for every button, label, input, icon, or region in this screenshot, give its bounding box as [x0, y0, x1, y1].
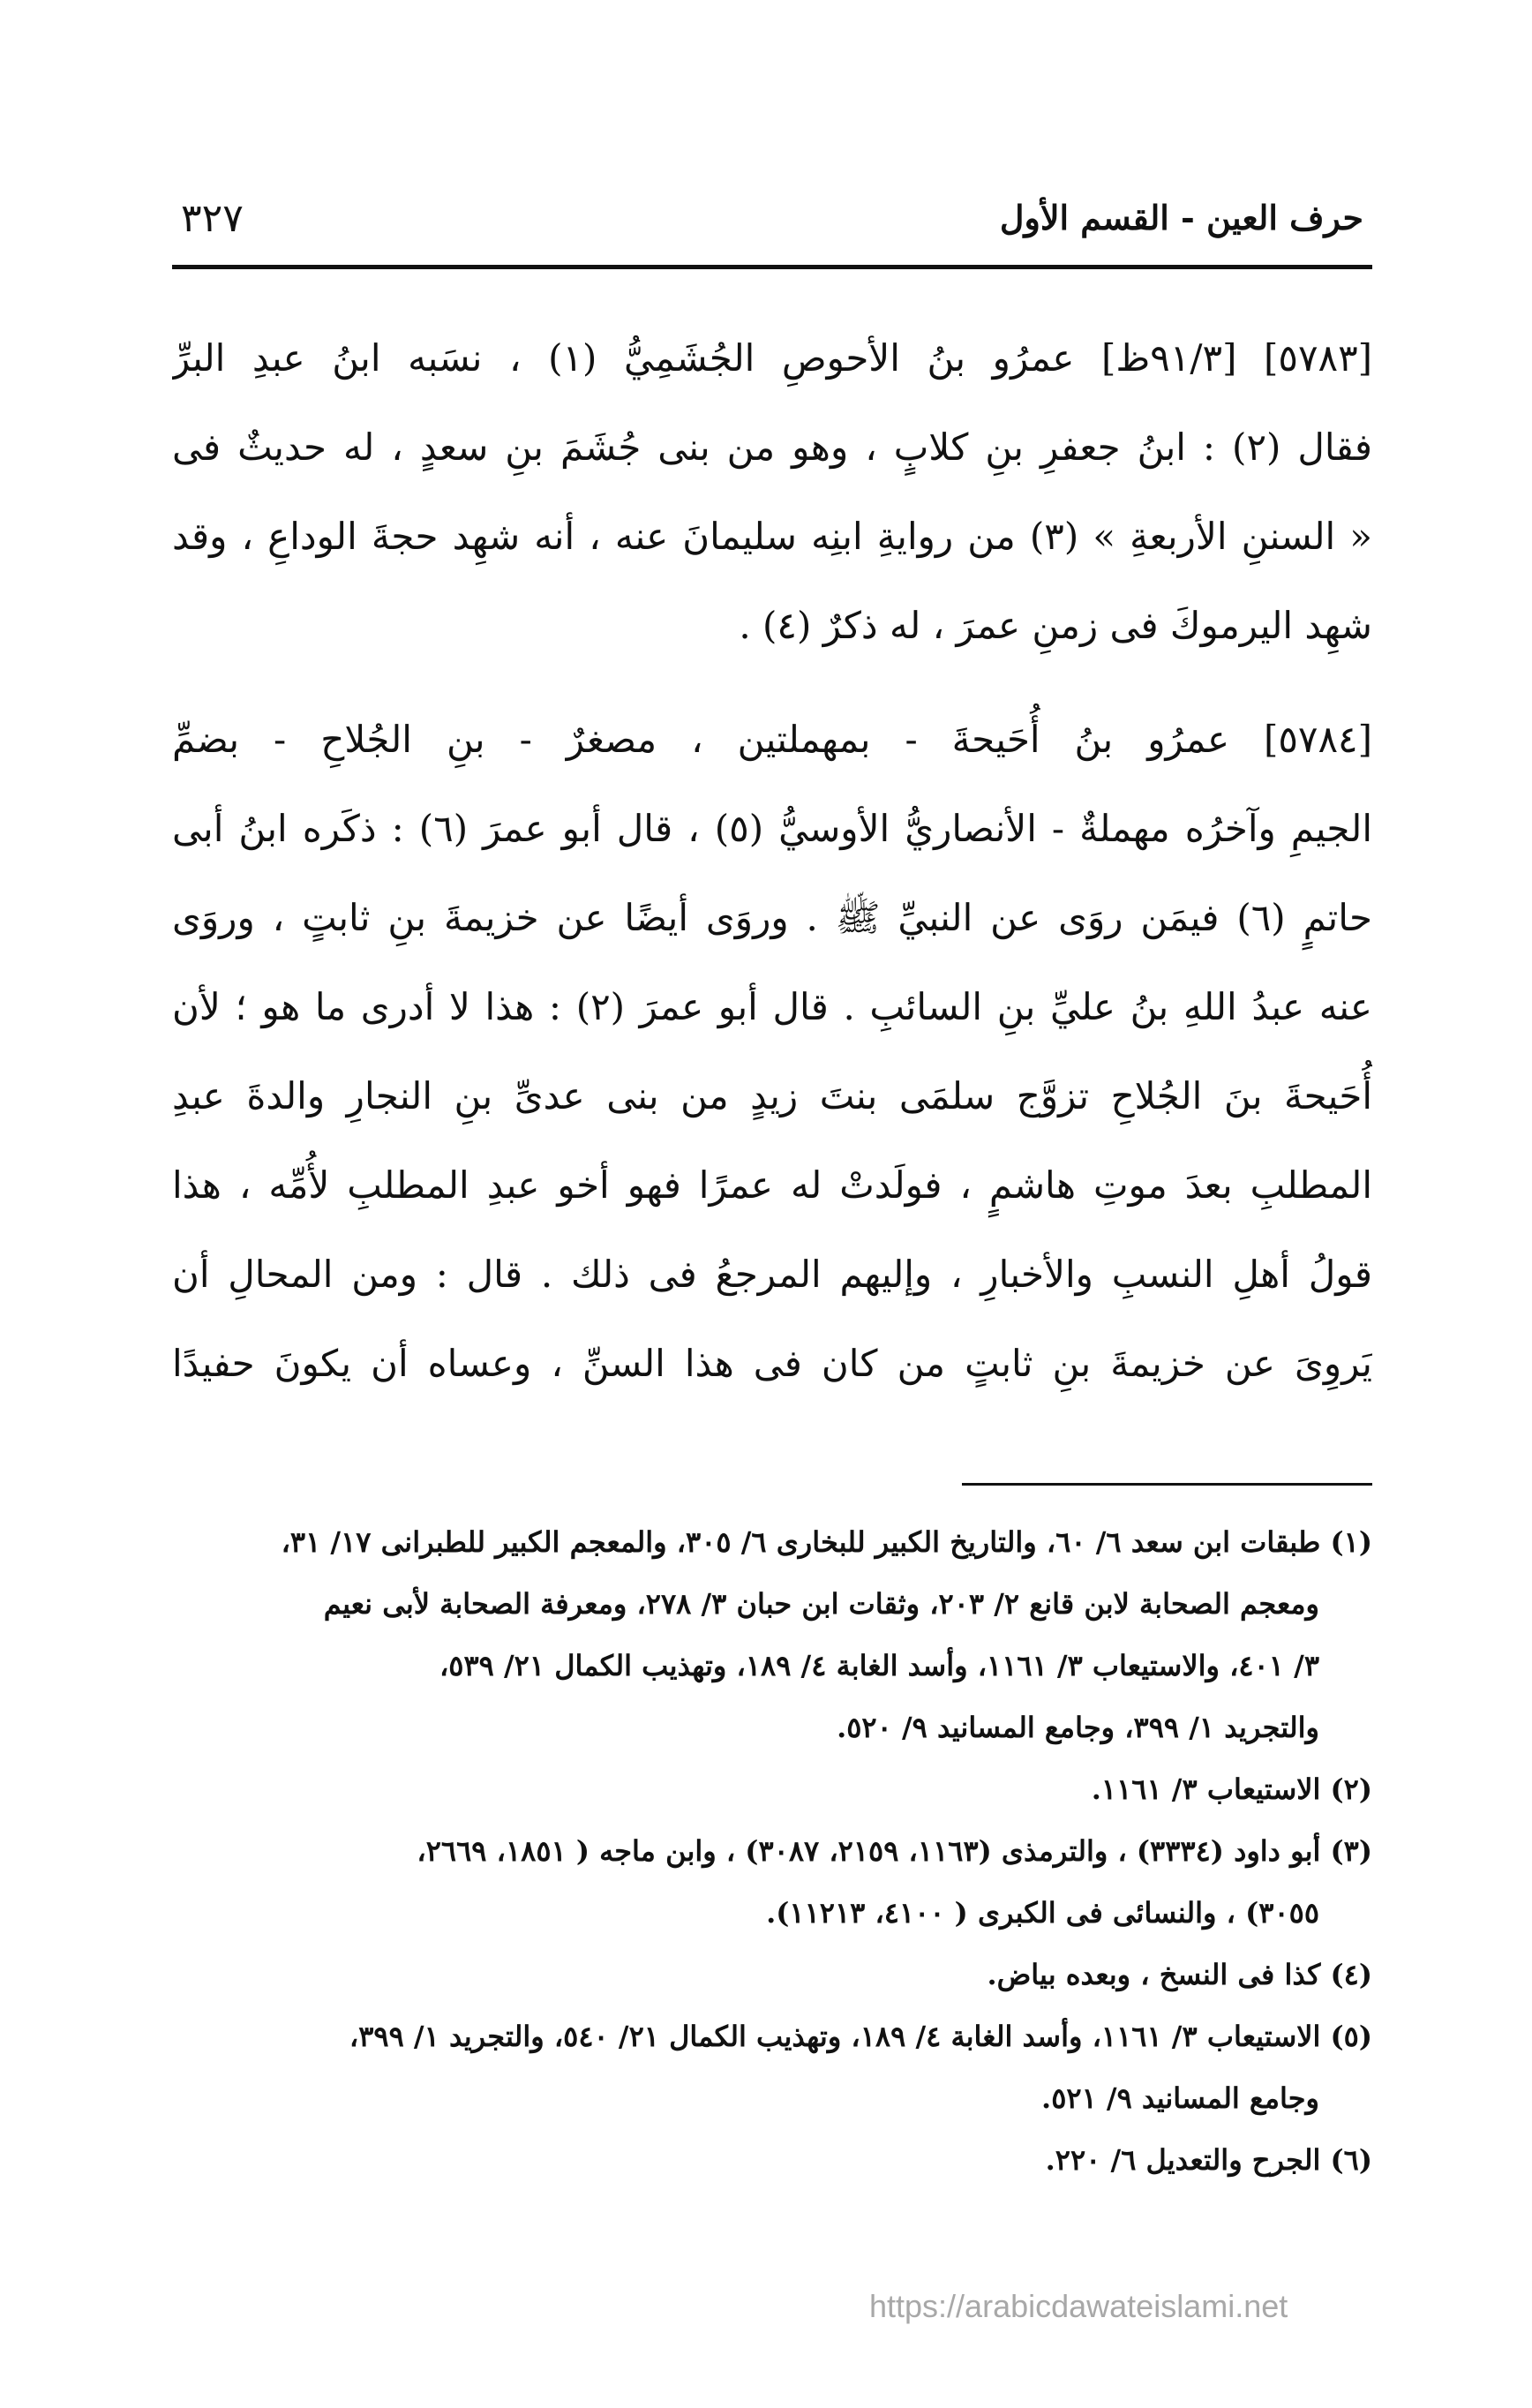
footnote-line: (٢) الاستيعاب ٣/ ١١٦١. [1091, 1772, 1372, 1806]
text-line: أُحَيحةَ بنَ الجُلاحِ تزوَّج سلمَى بنتَ زيدٍ من بنى عدىِّ بنِ النجارِ والدةَ عبدِ [172, 1074, 1372, 1117]
footnote-divider [962, 1483, 1372, 1486]
watermark-url: https://arabicdawateislami.net [869, 2288, 1288, 2324]
footnote-line: (٦) الجرح والتعديل ٦/ ٢٢٠. [1045, 2143, 1372, 2177]
page-number: ٣٢٧ [181, 196, 244, 241]
text-line: عنه عبدُ اللهِ بنُ عليِّ بنِ السائبِ . قال أبو عمرَ (٢) : هذا لا أدرى ما هو ؛ لأن [172, 985, 1372, 1028]
footnotes [172, 1511, 1372, 2191]
footnote-line: (٥) الاستيعاب ٣/ ١١٦١، وأسد الغابة ٤/ ١٨٩، وتهذيب الكمال ٢١/ ٥٤٠، والتجريد ١/ ٣٩٩، [349, 2020, 1372, 2053]
text-line: قولُ أهلِ النسبِ والأخبارِ ، وإليهم المرجعُ فى ذلك . قال : ومن المحالِ أن [172, 1253, 1372, 1296]
footnote-line: (١) طبقات ابن سعد ٦/ ٦٠، والتاريخ الكبير للبخارى ٦/ ٣٠٥، والمعجم الكبير للطبرانى ١٧/ ٣١، [281, 1525, 1372, 1559]
entry-5784 [172, 695, 1372, 1408]
entry-spacer [172, 670, 1372, 695]
running-title: حرف العين - القسم الأول [999, 198, 1363, 237]
text-line: [٥٧٨٣] [٩١/٣ظ] عمرُو بنُ الأحوصِ الجُشَمِيُّ (١) ، نسَبه ابنُ عبدِ البرِّ [172, 336, 1372, 380]
header-divider [172, 265, 1372, 269]
text-line: فقال (٢) : ابنُ جعفرِ بنِ كلابٍ ، وهو من بنى جُشَمَ بنِ سعدٍ ، له حديثٌ فى [172, 425, 1372, 469]
text-line: شهِد اليرموكَ فى زمنِ عمرَ ، له ذكرٌ (٤) . [739, 604, 1372, 647]
text-line: حاتمٍ (٦) فيمَن روَى عن النبيِّ ﷺ . وروَى أيضًا عن خزيمةَ بنِ ثابتٍ ، وروَى [172, 896, 1372, 939]
footnote-line: (٣) أبو داود (٣٣٣٤) ، والترمذى (١١٦٣، ٢١٥٩، ٣٠٨٧) ، وابن ماجه ( ١٨٥١، ٢٦٦٩، [417, 1834, 1372, 1868]
text-line: « السننِ الأربعةِ » (٣) من روايةِ ابنِه سليمانَ عنه ، أنه شهِد حجةَ الوداعِ ، وقد [172, 515, 1372, 558]
text-line: [٥٧٨٤] عمرُو بنُ أُحَيحةَ - بمهملتين ، مصغرٌ - بنِ الجُلاحِ - بضمِّ [172, 718, 1372, 761]
footnote-line: ٣/ ٤٠١، والاستيعاب ٣/ ١١٦١، وأسد الغابة ٤/ ١٨٩، وتهذيب الكمال ٢١/ ٥٣٩، [439, 1649, 1319, 1682]
text-line: يَروِىَ عن خزيمةَ بنِ ثابتٍ من كان فى هذا السنِّ ، وعساه أن يكونَ حفيدًا [172, 1342, 1372, 1385]
entry-5783 [172, 313, 1372, 670]
text-line: الجيمِ وآخرُه مهملةٌ - الأنصاريُّ الأوسيُّ (٥) ، قال أبو عمرَ (٦) : ذكَره ابنُ أبى [172, 807, 1372, 850]
footnote-line: ومعجم الصحابة لابن قانع ٢/ ٢٠٣، وثقات ابن حبان ٣/ ٢٧٨، ومعرفة الصحابة لأبى نعيم [323, 1587, 1319, 1621]
footnote-line: والتجريد ١/ ٣٩٩، وجامع المسانيد ٩/ ٥٢٠. [837, 1711, 1319, 1744]
footnote-line: (٤) كذا فى النسخ ، وبعده بياض. [987, 1958, 1372, 1991]
page-header [172, 196, 1372, 249]
main-text [172, 313, 1372, 1408]
text-line: المطلبِ بعدَ موتِ هاشمٍ ، فولَدتْ له عمرًا فهو أخو عبدِ المطلبِ لأُمِّه ، هذا [172, 1163, 1372, 1207]
footnote-line: وجامع المسانيد ٩/ ٥٢١. [1041, 2081, 1319, 2115]
footnote-line: ٣٠٥٥) ، والنسائى فى الكبرى ( ٤١٠٠، ١١٢١٣). [766, 1896, 1319, 1930]
